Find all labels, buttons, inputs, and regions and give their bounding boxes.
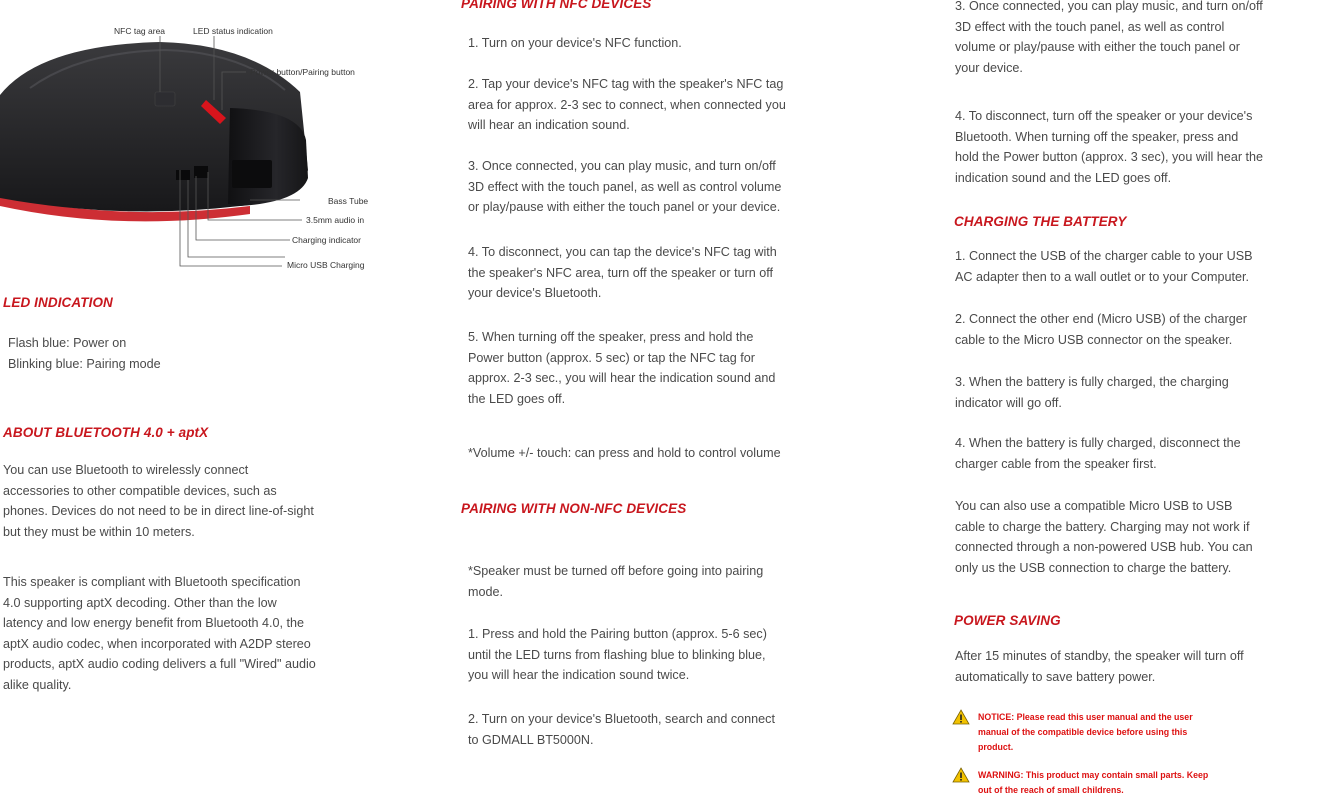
text-line: you will hear the indication sound twice.	[468, 668, 690, 682]
warning-text	[978, 768, 1208, 798]
text-line: or play/pause with either the touch panel or your device.	[468, 200, 781, 214]
text-line: After 15 minutes of standby, the speaker will turn off	[955, 649, 1244, 663]
label-led-status: LED status indication	[193, 26, 273, 36]
nfc-step-4	[468, 242, 868, 304]
text-line: WARNING: This product may contain small parts. Keep	[978, 770, 1209, 780]
text-line: 1. Connect the USB of the charger cable to your USB	[955, 249, 1253, 263]
text-line: only us the USB connection to charge the battery.	[955, 560, 1232, 575]
text-line: until the LED turns from flashing blue to blinking blue,	[468, 647, 766, 662]
label-micro-usb: Micro USB Charging	[287, 260, 365, 270]
text-line: 3. Once connected, you can play music, and turn on/off	[955, 0, 1263, 13]
text-line: cable to charge the battery. Charging may not work if	[955, 519, 1250, 534]
bluetooth-para-2	[3, 572, 398, 695]
volume-note	[468, 443, 868, 464]
nfc-step-1	[468, 33, 868, 54]
text-line: indicator will go off.	[955, 395, 1062, 410]
text-line: the speaker's NFC area, turn off the speaker or turn off	[468, 265, 774, 280]
text-line: 4. To disconnect, turn off the speaker or your device's	[955, 109, 1253, 123]
text-line: 3D effect with the touch panel, as well as control volume	[468, 179, 782, 194]
speaker-diagram	[0, 0, 400, 285]
text-line: *Speaker must be turned off before going into pairing	[468, 564, 764, 578]
text-line: hold the Power button (approx. 3 sec), you will hear the	[955, 150, 1264, 164]
charging-step-4	[955, 433, 1334, 474]
led-indication-text	[8, 333, 398, 374]
led-indication-heading: LED INDICATION	[3, 295, 113, 310]
text-line: aptX audio codec, when incorporated with A2DP stereo	[3, 636, 311, 651]
text-line: your device.	[955, 60, 1023, 75]
nfc-step-5	[468, 327, 868, 409]
text-line: cable to the Micro USB connector on the speaker.	[955, 332, 1233, 347]
text-line: to GDMALL BT5000N.	[468, 732, 594, 747]
text-line: phones. Devices do not need to be in direct line-of-sight	[3, 504, 314, 518]
bluetooth-heading: ABOUT BLUETOOTH 4.0 + aptX	[3, 425, 209, 440]
text-line: products, aptX audio coding delivers a full "Wired" audio	[3, 657, 316, 671]
text-line: 5. When turning off the speaker, press and hold the	[468, 330, 754, 344]
text-line: 2. Turn on your device's Bluetooth, search and connect	[468, 712, 775, 726]
nfc-step-3	[468, 156, 868, 218]
text-line: your device's Bluetooth.	[468, 286, 602, 300]
text-line: 3. When the battery is fully charged, the charging	[955, 375, 1229, 389]
text-line: will hear an indication sound.	[468, 118, 630, 132]
warning-triangle-icon	[952, 709, 970, 725]
label-charging-indicator: Charging indicator	[292, 235, 361, 245]
charging-para	[955, 496, 1334, 578]
text-line: You can use Bluetooth to wirelessly connect	[3, 463, 249, 477]
non-nfc-step-1	[468, 624, 868, 686]
nfc-step-2	[468, 74, 868, 136]
label-bass-tube: Bass Tube	[328, 196, 369, 206]
text-line: *Volume +/- touch: can press and hold to control volume	[468, 446, 781, 460]
text-line: 3. Once connected, you can play music, and turn on/off	[468, 159, 776, 173]
led-line: Flash blue: Power on	[8, 336, 127, 350]
label-power-button: Power button/Pairing button	[250, 67, 355, 77]
text-line: indication sound and the LED goes off.	[955, 170, 1172, 185]
text-line: mode.	[468, 584, 504, 599]
text-line: 1. Press and hold the Pairing button (approx. 5-6 sec)	[468, 627, 767, 641]
text-line: This speaker is compliant with Bluetooth specification	[3, 575, 301, 589]
text-line: latency and low energy benefit from Bluetooth 4.0, the	[3, 616, 305, 630]
nfc-pairing-heading: PAIRING WITH NFC DEVICES	[461, 0, 652, 11]
label-nfc-tag-area: NFC tag area	[114, 26, 166, 36]
warning-triangle-icon	[952, 767, 970, 783]
text-line: You can also use a compatible Micro USB to USB	[955, 499, 1233, 513]
notice-text	[978, 710, 1193, 755]
text-line: product.	[978, 742, 1014, 752]
text-line: Bluetooth. When turning off the speaker, press and	[955, 129, 1239, 144]
text-line: 4. To disconnect, you can tap the device's NFC tag with	[468, 245, 777, 259]
warning-block	[952, 768, 1208, 798]
power-saving-text	[955, 646, 1334, 687]
led-line: Blinking blue: Pairing mode	[8, 356, 161, 371]
notice-block	[952, 710, 1193, 755]
text-line: 2. Connect the other end (Micro USB) of the charger	[955, 312, 1247, 326]
non-nfc-step-2	[468, 709, 868, 750]
text-line: 4. When the battery is fully charged, disconnect the	[955, 436, 1241, 450]
non-nfc-note	[468, 561, 868, 602]
text-line: 4.0 supporting aptX decoding. Other than the low	[3, 595, 277, 610]
text-line: manual of the compatible device before using this	[978, 727, 1188, 737]
text-line: NOTICE: Please read this user manual and the user	[978, 712, 1193, 722]
text-line: approx. 2-3 sec., you will hear the indication sound and	[468, 371, 776, 385]
text-line: connected through a non-powered USB hub. You can	[955, 540, 1253, 554]
charging-heading: CHARGING THE BATTERY	[954, 214, 1127, 229]
text-line: the LED goes off.	[468, 391, 566, 406]
text-line: alike quality.	[3, 677, 72, 692]
label-audio-in: 3.5mm audio in	[306, 215, 365, 225]
text-line: Power button (approx. 5 sec) or tap the NFC tag for	[468, 350, 755, 365]
text-line: automatically to save battery power.	[955, 669, 1156, 684]
text-line: out of the reach of small childrens.	[978, 785, 1124, 795]
charging-step-1	[955, 246, 1334, 287]
charging-step-3	[955, 372, 1334, 413]
non-nfc-step-3	[955, 0, 1334, 78]
text-line: but they must be within 10 meters.	[3, 524, 195, 539]
non-nfc-step-4	[955, 106, 1334, 188]
text-line: 1. Turn on your device's NFC function.	[468, 36, 682, 50]
text-line: AC adapter then to a wall outlet or to your Computer.	[955, 269, 1250, 284]
text-line: 2. Tap your device's NFC tag with the speaker's NFC tag	[468, 77, 784, 91]
text-line: accessories to other compatible devices, such as	[3, 483, 277, 498]
text-line: area for approx. 2-3 sec to connect, when connected you	[468, 97, 786, 112]
non-nfc-pairing-heading: PAIRING WITH NON-NFC DEVICES	[461, 501, 687, 516]
charging-step-2	[955, 309, 1334, 350]
text-line: volume or play/pause with either the touch panel or	[955, 40, 1240, 54]
text-line: charger cable from the speaker first.	[955, 456, 1157, 471]
power-saving-heading: POWER SAVING	[954, 613, 1061, 628]
bluetooth-para-1	[3, 460, 398, 542]
text-line: 3D effect with the touch panel, as well as control	[955, 19, 1225, 34]
